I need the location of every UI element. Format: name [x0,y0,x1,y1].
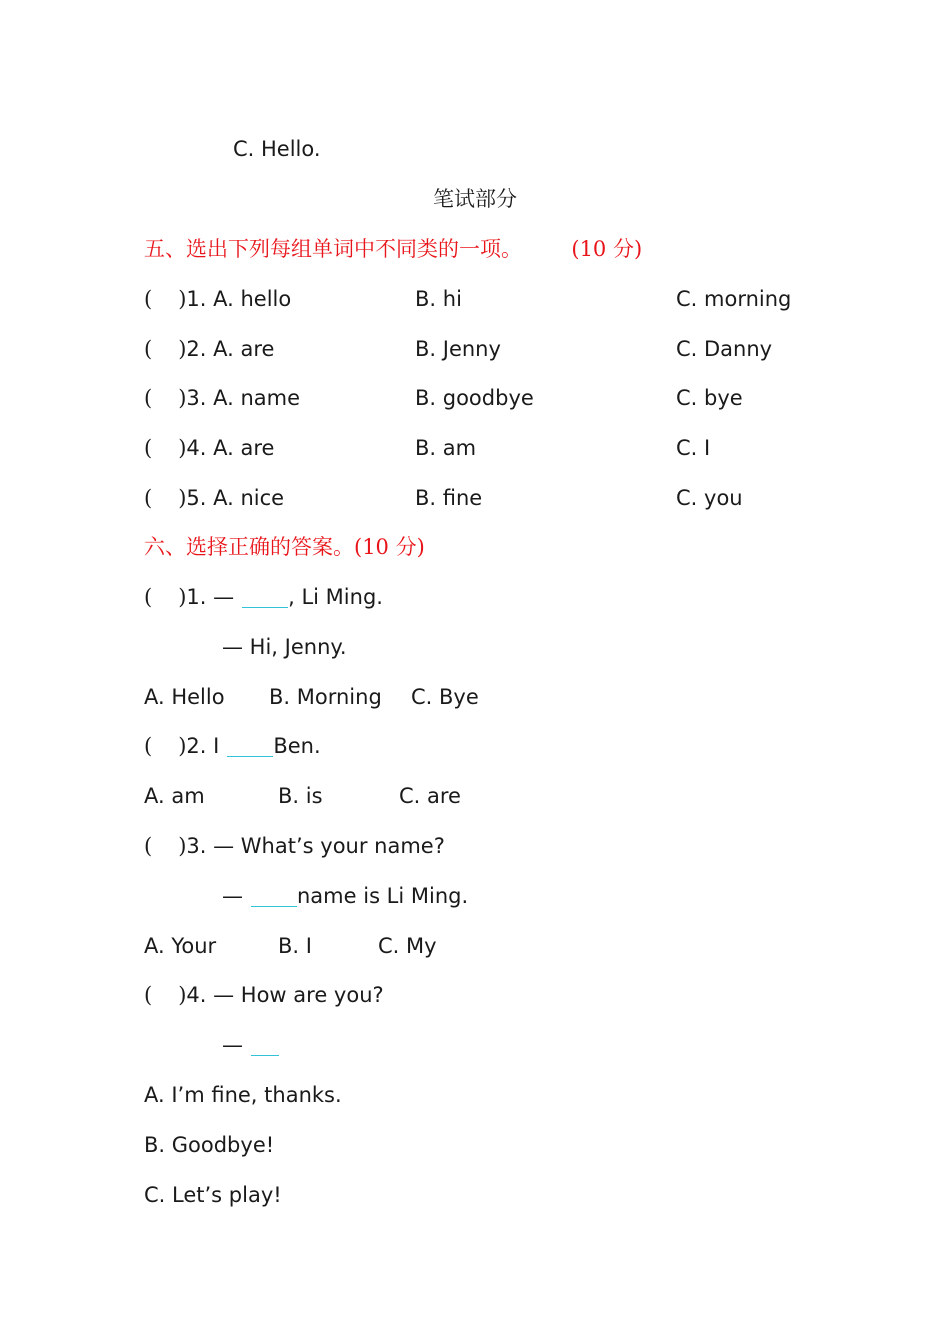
answer-paren-open: ( [144,486,153,510]
answer-paren-close: ) [178,436,187,460]
previous-option-c: C. Hello. [233,137,321,161]
q4-option-a: A. I’m fine, thanks. [144,1083,342,1107]
answer-paren-close: ) [178,486,187,510]
answer-paren-open: ( [144,386,153,410]
option-c: C. you [676,486,743,510]
option-c: C. I [676,436,711,460]
question-text: 4. — How are you? [186,983,384,1007]
question-4-reply [222,1031,279,1059]
answer-paren-open: ( [144,585,153,609]
fill-blank[interactable] [251,886,297,907]
option-b: B. fine [415,486,483,510]
option-c: C. Danny [676,337,773,361]
fill-blank[interactable] [251,1035,279,1056]
q3-option-c: C. My [378,934,437,958]
option-a: 5. A. nice [186,486,285,510]
answer-paren-close: ) [178,983,187,1007]
fill-blank[interactable] [227,736,273,757]
part5-heading-text: 五、选出下列每组单词中不同类的一项。 [144,237,522,261]
option-b: B. Jenny [415,337,501,361]
option-b: B. hi [415,287,462,311]
section-title: 笔试部分 [433,187,517,211]
option-a: 4. A. are [186,436,275,460]
answer-paren-close: ) [178,834,187,858]
option-a: 2. A. are [186,337,275,361]
option-c: C. morning [676,287,792,311]
part5-heading [144,235,642,263]
question-1-reply: — Hi, Jenny. [222,635,347,659]
question-4 [144,981,384,1009]
reply-dash: — [222,884,243,908]
q2-option-a: A. am [144,784,205,808]
q4-option-b: B. Goodbye! [144,1133,275,1157]
question-suffix: , Li Ming. [288,585,383,609]
question-prefix: 2. I [186,734,220,758]
part5-score: (10 分) [571,237,643,261]
reply-suffix: name is Li Ming. [297,884,469,908]
question-1 [144,583,383,611]
answer-paren-open: ( [144,834,153,858]
q2-option-c: C. are [399,784,461,808]
question-3-reply [222,882,468,910]
q3-option-a: A. Your [144,934,217,958]
option-a: 1. A. hello [186,287,292,311]
part6-heading: 六、选择正确的答案。(10 分) [144,535,425,559]
question-2 [144,732,321,760]
q2-option-b: B. is [278,784,323,808]
answer-paren-close: ) [178,337,187,361]
q1-option-b: B. Morning [269,685,382,709]
option-a: 3. A. name [186,386,301,410]
answer-paren-close: ) [178,585,187,609]
answer-paren-open: ( [144,287,153,311]
answer-paren-open: ( [144,337,153,361]
question-text: 3. — What’s your name? [186,834,445,858]
fill-blank[interactable] [242,587,288,608]
answer-paren-open: ( [144,983,153,1007]
q3-option-b: B. I [278,934,312,958]
question-suffix: Ben. [273,734,321,758]
answer-paren-close: ) [178,734,187,758]
q1-option-a: A. Hello [144,685,225,709]
reply-dash: — [222,1033,243,1057]
q4-option-c: C. Let’s play! [144,1183,282,1207]
answer-paren-open: ( [144,734,153,758]
question-3 [144,832,445,860]
answer-paren-close: ) [178,386,187,410]
option-c: C. bye [676,386,743,410]
q1-option-c: C. Bye [411,685,479,709]
option-b: B. am [415,436,477,460]
question-prefix: 1. — [186,585,235,609]
answer-paren-close: ) [178,287,187,311]
answer-paren-open: ( [144,436,153,460]
option-b: B. goodbye [415,386,534,410]
